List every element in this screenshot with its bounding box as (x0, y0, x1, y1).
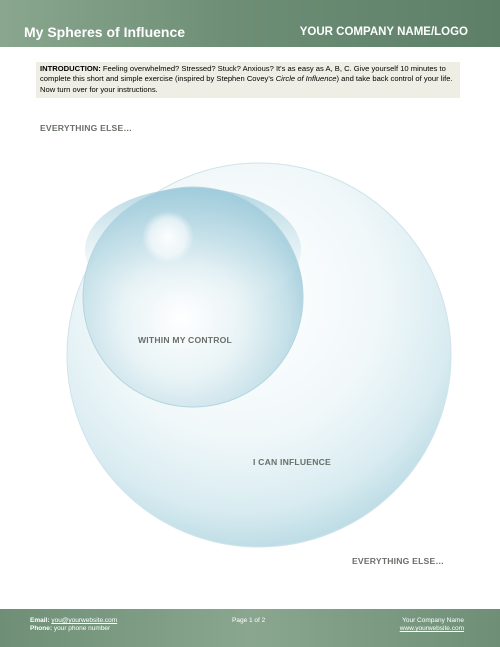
label-everything-else-bottom: EVERYTHING ELSE… (352, 556, 445, 566)
footer-company (400, 617, 464, 633)
company-logo-placeholder: YOUR COMPANY NAME/LOGO (299, 26, 468, 38)
footer-website-link[interactable]: www.yourwebsite.com (399, 625, 464, 632)
label-within-my-control: WITHIN MY CONTROL (138, 335, 232, 345)
footer-phone-label: Phone: (30, 625, 53, 632)
footer-bar (0, 609, 500, 647)
footer-phone-value: your phone number (53, 625, 111, 632)
intro-label: INTRODUCTION: (40, 64, 101, 73)
footer-email-label: Email: (30, 617, 50, 624)
footer-company-name: Your Company Name (402, 617, 464, 624)
label-i-can-influence: I CAN INFLUENCE (253, 457, 331, 467)
sphere-top-shade (85, 188, 301, 312)
label-everything-else-top: EVERYTHING ELSE… (40, 123, 133, 133)
footer-page-number: Page 1 of 2 (232, 617, 266, 624)
intro-text-italic: Circle of Influence (275, 74, 337, 84)
footer-email-link[interactable]: you@yourwebsite.com (51, 617, 118, 624)
sphere-highlight (142, 211, 194, 263)
intro-text-part2: ) and take back control of your life. Now turn over for your instructions. (40, 74, 453, 94)
page-title: My Spheres of Influence (24, 24, 186, 40)
footer-contact (30, 617, 117, 633)
intro-text-part1: Feeling overwhelmed? Stressed? Stuck? Anxious? It's as easy as A, B, C. Give yourself 10 minutes to complete this short and simple exercise (inspired by Stephen Covey's (40, 64, 446, 84)
